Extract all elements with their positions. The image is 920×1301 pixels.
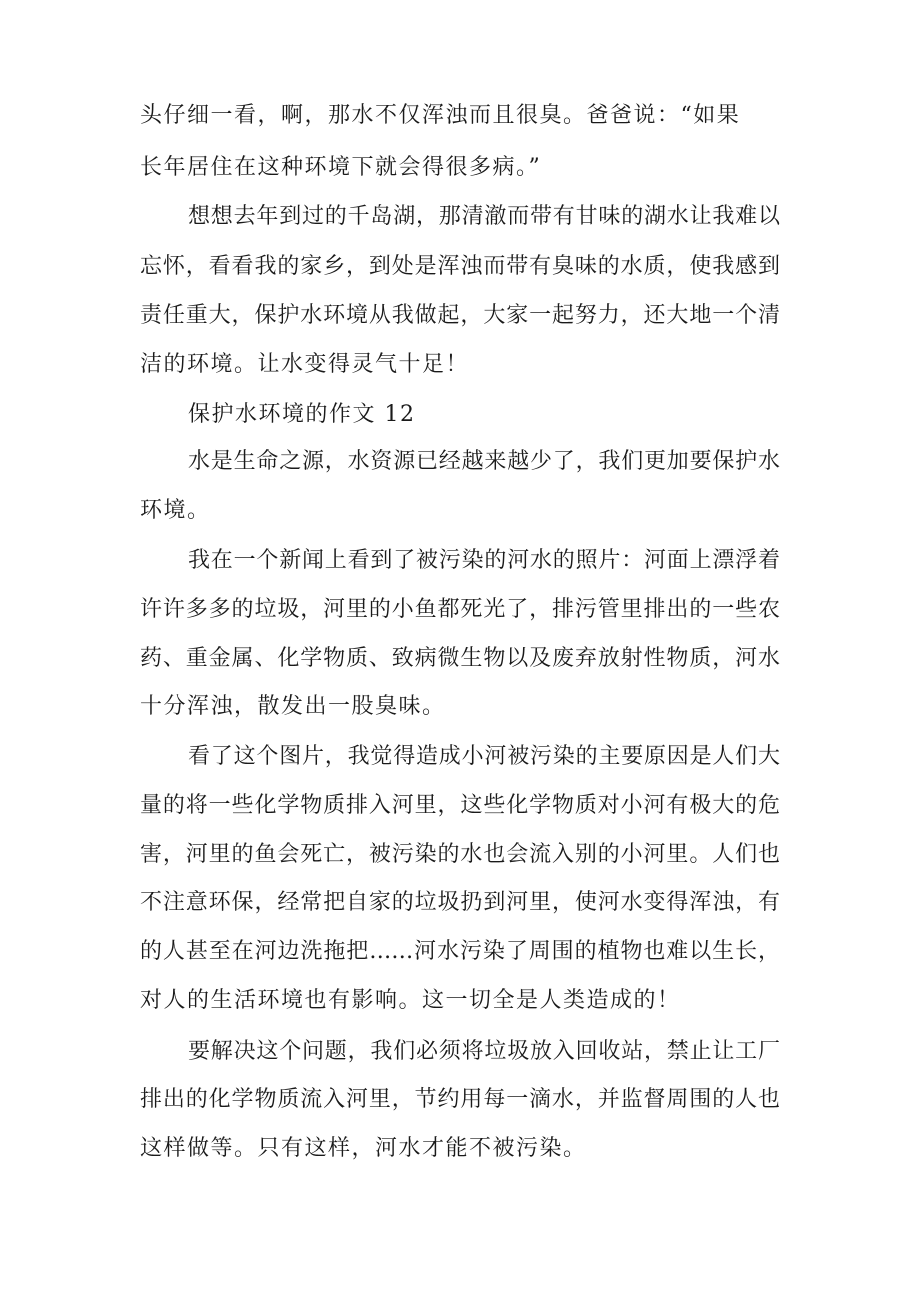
text-line: 洁的环境。让水变得灵气十足！ — [140, 352, 470, 377]
paragraph-first-line: 我在一个新闻上看到了被污染的河水的照片：河面上漂浮着 — [188, 548, 780, 573]
text-line: 不注意环保，经常把自家的垃圾扔到河里，使河水变得浑浊，有 — [140, 890, 780, 915]
text-line: 责任重大，保护水环境从我做起，大家一起努力，还大地一个清 — [140, 303, 780, 328]
text-line: 环境。 — [140, 498, 211, 523]
text-line: 药、重金属、化学物质、致病微生物以及废弃放射性物质，河水 — [140, 646, 780, 671]
text-line: 忘怀，看看我的家乡，到处是浑浊而带有臭味的水质，使我感到 — [140, 254, 780, 279]
paragraph-first-line: 看了这个图片，我觉得造成小河被污染的主要原因是人们大 — [188, 744, 780, 769]
text-line: 量的将一些化学物质排入河里，这些化学物质对小河有极大的危 — [140, 793, 780, 818]
text-line: 长年居住在这种环境下就会得很多病。” — [140, 155, 542, 180]
text-line: 排出的化学物质流入河里，节约用每一滴水，并监督周围的人也 — [140, 1087, 780, 1112]
text-line: 的人甚至在河边洗拖把……河水污染了周围的植物也难以生长， — [140, 939, 780, 964]
text-line: 这样做等。只有这样，河水才能不被污染。 — [140, 1136, 587, 1161]
text-line: 对人的生活环境也有影响。这一切全是人类造成的！ — [140, 988, 681, 1013]
text-line: 害，河里的鱼会死亡，被污染的水也会流入别的小河里。人们也 — [140, 842, 780, 867]
section-heading: 保护水环境的作文 12 — [188, 402, 416, 427]
paragraph-first-line: 想想去年到过的千岛湖，那清澈而带有甘味的湖水让我难以 — [188, 204, 780, 229]
text-line: 许许多多的垃圾，河里的小鱼都死光了，排污管里排出的一些农 — [140, 597, 780, 622]
paragraph-first-line: 水是生命之源，水资源已经越来越少了，我们更加要保护水 — [188, 449, 780, 474]
text-line: 头仔细一看，啊，那水不仅浑浊而且很臭。爸爸说：“如果 — [140, 103, 741, 128]
paragraph-first-line: 要解决这个问题，我们必须将垃圾放入回收站，禁止让工厂 — [188, 1039, 780, 1064]
text-line: 十分浑浊，散发出一股臭味。 — [140, 694, 446, 719]
